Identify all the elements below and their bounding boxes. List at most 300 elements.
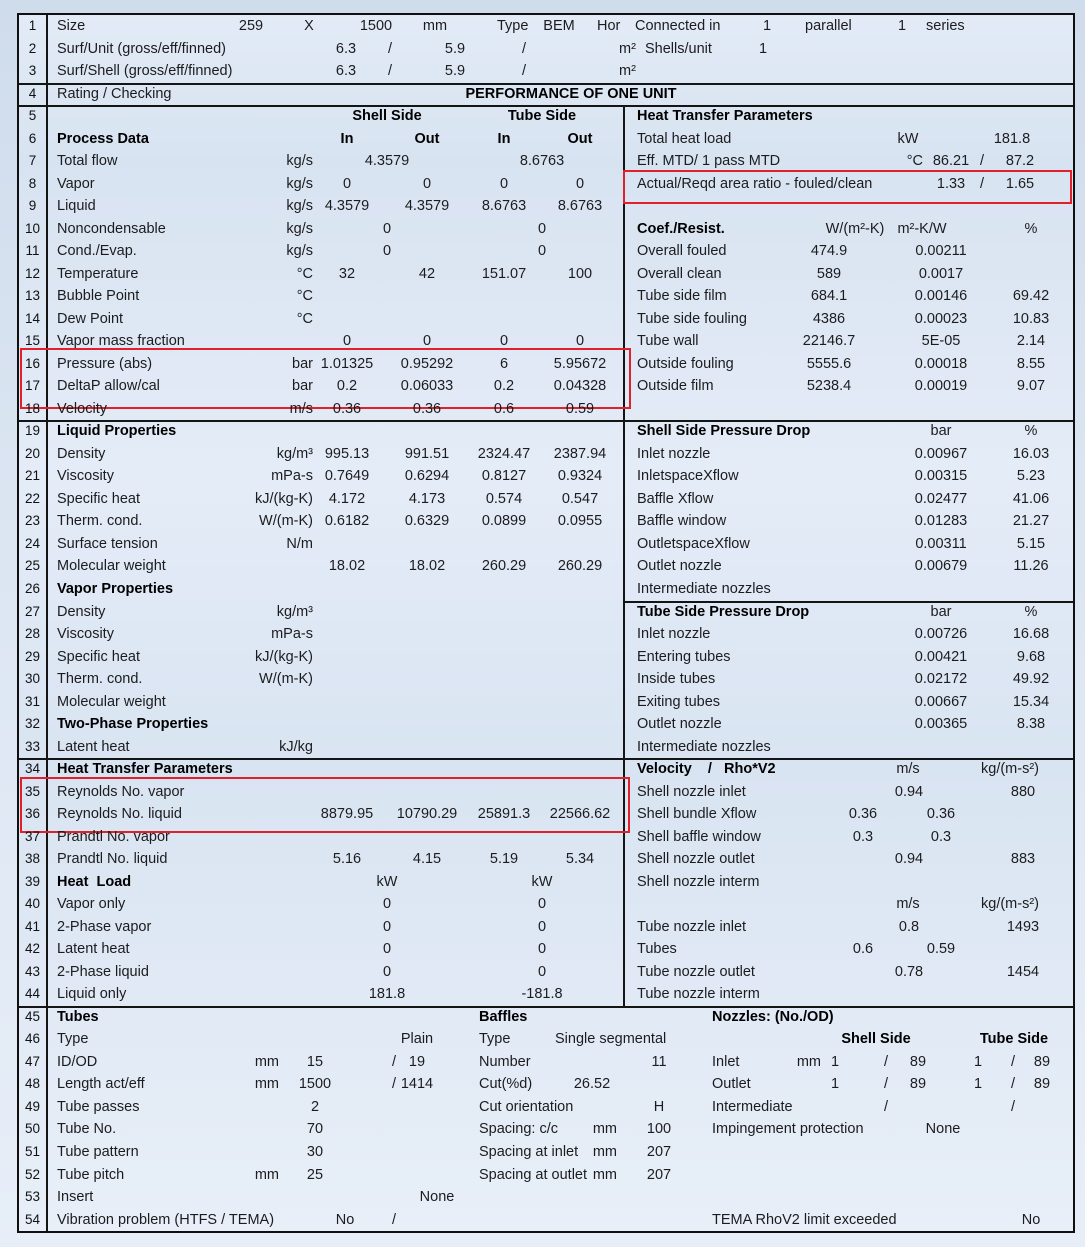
right-row-37-label: Shell baffle window: [637, 828, 761, 845]
left-row-21-c1: 0.7649: [324, 468, 370, 485]
nozzles-row-50-label: Impingement protection: [712, 1121, 864, 1138]
left-row-23-c4: 0.0955: [557, 513, 603, 530]
left-row-9-label: Liquid: [57, 198, 96, 215]
right-row-44-label: Tube nozzle interm: [637, 986, 760, 1003]
row-number-1: 1: [28, 18, 37, 33]
row-number-27: 27: [24, 603, 41, 619]
right-row-25-r3: 11.26: [1013, 558, 1049, 575]
right-row-42-r2: 0.59: [926, 941, 956, 958]
left-row-37-label: Prandtl No. vapor: [57, 828, 170, 845]
left-row-8-c1: 0: [342, 175, 352, 192]
left-row-44-s12: 181.8: [368, 986, 406, 1003]
right-row-27-r2: bar: [930, 603, 952, 620]
tubes-row-54-sl: /: [391, 1211, 397, 1228]
right-row-39-label: Shell nozzle interm: [637, 873, 760, 890]
left-row-40-label: Vapor only: [57, 896, 126, 913]
right-row-35-rv: 880: [1010, 783, 1036, 800]
baffles-row-46-label: Type: [479, 1031, 511, 1048]
right-row-20-r2: 0.00967: [914, 445, 968, 462]
baffles-row-52-label: Spacing at outlet: [479, 1166, 588, 1183]
top-row-2-shv: 1: [758, 40, 768, 57]
left-row-15-c1: 0: [342, 333, 352, 350]
left-row-36-c2: 10790.29: [396, 806, 458, 823]
left-row-41-s12: 0: [382, 918, 392, 935]
right-row-28-r2: 0.00726: [914, 626, 968, 643]
left-row-39-s34: kW: [531, 873, 553, 890]
right-row-5-label: Heat Transfer Parameters: [637, 108, 813, 125]
top-row-1-sx: X: [304, 18, 314, 34]
left-row-18-unit: m/s: [289, 400, 313, 417]
baffles-row-47-b1: 11: [651, 1053, 667, 1070]
right-row-34-msu: m/s: [896, 761, 920, 778]
row-number-47: 47: [24, 1053, 41, 1069]
right-row-38-rm: 0.94: [894, 851, 924, 868]
row-number-29: 29: [24, 648, 41, 664]
right-row-24-r3: 5.15: [1016, 535, 1046, 552]
left-row-22-unit: kJ/(kg-K): [255, 490, 313, 507]
left-row-10-unit: kg/s: [286, 220, 313, 237]
right-row-32-r3: 8.38: [1016, 716, 1046, 733]
right-row-30-r2: 0.02172: [914, 671, 968, 688]
row-number-39: 39: [24, 873, 41, 889]
left-row-11-unit: kg/s: [286, 243, 313, 260]
left-row-21-label: Viscosity: [57, 468, 114, 485]
right-row-30-r3: 49.92: [1012, 671, 1050, 688]
right-row-24-r2: 0.00311: [915, 535, 967, 552]
tubes-row-52-unit: mm: [254, 1166, 279, 1183]
right-row-10-r3: %: [1024, 220, 1038, 237]
baffles-row-52-b1: 207: [646, 1166, 672, 1183]
left-row-41-s34: 0: [537, 918, 547, 935]
row-number-52: 52: [24, 1166, 41, 1182]
right-row-19-r3: %: [1024, 423, 1038, 440]
right-row-27-r3: %: [1024, 603, 1038, 620]
nozzles-row-54-label: TEMA RhoV2 limit exceeded: [712, 1211, 897, 1228]
row-number-37: 37: [24, 828, 41, 844]
right-row-14-r3: 10.83: [1012, 310, 1050, 327]
left-row-18-c3: 0.6: [493, 400, 515, 417]
left-row-8-c3: 0: [499, 175, 509, 192]
left-row-36-c1: 8879.95: [320, 806, 374, 823]
right-row-17-label: Outside film: [637, 378, 714, 395]
right-row-33-label: Intermediate nozzles: [637, 738, 771, 755]
tubes-row-52-t1: 25: [306, 1166, 324, 1183]
baffles-row-46-val: Single segmental: [555, 1031, 667, 1048]
baffles-row-50-b1: 100: [646, 1121, 672, 1138]
left-row-12-c2: 42: [418, 265, 436, 282]
left-row-31-label: Molecular weight: [57, 693, 166, 710]
left-row-9-c4: 8.6763: [557, 198, 603, 215]
top-row-3-label: Surf/Shell (gross/eff/finned): [57, 63, 233, 80]
left-row-30-label: Therm. cond.: [57, 671, 143, 688]
right-row-11-r2: 0.00211: [915, 243, 967, 260]
baffles-row-50-label: Spacing: c/c: [479, 1121, 558, 1138]
left-row-42-s34: 0: [537, 941, 547, 958]
left-row-6-c3: In: [497, 130, 511, 147]
left-row-17-c2: 0.06033: [400, 378, 454, 395]
left-row-44-label: Liquid only: [57, 986, 127, 1003]
left-row-7-s34: 8.6763: [519, 153, 565, 170]
left-row-14-label: Dew Point: [57, 310, 124, 327]
baffles-row-52-unit: mm: [592, 1166, 617, 1183]
row-number-divider: [46, 15, 48, 1231]
row-number-42: 42: [24, 941, 41, 957]
right-row-13-label: Tube side film: [637, 288, 727, 305]
left-row-20-c1: 995.13: [324, 445, 370, 462]
right-row-15-r2: 5E-05: [921, 333, 961, 350]
left-row-9-c1: 4.3579: [324, 198, 370, 215]
right-row-7-r2b: 86.21: [932, 153, 970, 170]
left-row-18-label: Velocity: [57, 400, 107, 417]
right-row-43-label: Tube nozzle outlet: [637, 963, 755, 980]
nozzles-row-45-label: Nozzles: (No./OD): [712, 1008, 834, 1025]
row-number-40: 40: [24, 896, 41, 912]
right-row-16-label: Outside fouling: [637, 355, 734, 372]
left-row-5-s12: Shell Side: [352, 108, 422, 125]
left-row-35-label: Reynolds No. vapor: [57, 783, 185, 800]
right-row-8-r2b: 1.33: [936, 175, 966, 192]
right-row-7-r4: 87.2: [1005, 153, 1035, 170]
right-row-36-r2: 0.36: [926, 806, 956, 823]
right-row-22-r3: 41.06: [1012, 490, 1050, 507]
right-row-41-rv: 1493: [1006, 918, 1040, 935]
left-row-23-label: Therm. cond.: [57, 513, 143, 530]
row-number-26: 26: [24, 581, 41, 596]
tubes-row-48-t2: 1414: [400, 1076, 434, 1093]
left-row-9-c2: 4.3579: [404, 198, 450, 215]
row-number-30: 30: [24, 671, 41, 687]
right-row-10-h1: W/(m²-K): [825, 220, 885, 237]
left-row-20-c4: 2387.94: [553, 445, 607, 462]
row-number-8: 8: [28, 175, 37, 191]
right-row-43-rm: 0.78: [894, 963, 924, 980]
tubes-row-47-t2: 19: [408, 1053, 426, 1070]
left-row-17-c1: 0.2: [336, 378, 358, 395]
right-row-19-r2: bar: [930, 423, 952, 440]
row-number-21: 21: [24, 468, 41, 484]
tubes-row-54-label: Vibration problem (HTFS / TEMA): [57, 1211, 275, 1228]
tubes-row-46-t2: Plain: [400, 1031, 434, 1048]
row-number-19: 19: [24, 423, 41, 439]
left-row-40-s34: 0: [537, 896, 547, 913]
left-row-18-c1: 0.36: [332, 400, 362, 417]
left-row-24-unit: N/m: [286, 535, 313, 552]
left-row-44-s34: -181.8: [521, 986, 563, 1003]
right-row-10-h2: m²-K/W: [897, 220, 947, 237]
left-row-33-label: Latent heat: [57, 738, 130, 755]
top-row-2-u: m²: [619, 40, 636, 57]
left-row-7-unit: kg/s: [286, 153, 313, 170]
right-row-22-r2: 0.02477: [914, 490, 968, 507]
left-row-43-label: 2-Phase liquid: [57, 963, 149, 980]
left-row-36-c3: 25891.3: [477, 806, 531, 823]
tubes-row-45-label: Tubes: [57, 1008, 99, 1025]
right-row-15-cf1: 22146.7: [802, 333, 856, 350]
right-row-32-r2: 0.00365: [914, 716, 968, 733]
row-number-33: 33: [24, 738, 41, 754]
right-row-26-label: Intermediate nozzles: [637, 581, 771, 597]
top-row-2-sl1: /: [387, 40, 393, 57]
row-number-35: 35: [24, 783, 41, 799]
nozzles-row-47-s1: /: [883, 1053, 889, 1070]
right-row-16-r3: 8.55: [1016, 355, 1046, 372]
right-row-35-rm: 0.94: [894, 783, 924, 800]
left-row-10-s12: 0: [382, 220, 392, 237]
tubes-row-47-unit: mm: [254, 1053, 279, 1070]
left-row-27-label: Density: [57, 603, 106, 620]
right-row-7-ru: °C: [906, 153, 923, 170]
left-row-15-c2: 0: [422, 333, 432, 350]
right-row-42-label: Tubes: [637, 941, 677, 958]
left-row-29-unit: kJ/(kg-K): [255, 648, 313, 665]
right-row-8-r4: 1.65: [1005, 175, 1035, 192]
nozzles-row-48-s1: /: [883, 1076, 889, 1093]
row-number-12: 12: [24, 265, 41, 281]
right-row-40-msu: m/s: [896, 896, 920, 913]
row-number-38: 38: [24, 851, 41, 867]
left-row-6-label: Process Data: [57, 130, 149, 147]
right-row-14-cf1: 4386: [812, 310, 846, 327]
top-row-2-b: 5.9: [444, 40, 466, 57]
right-row-13-r2: 0.00146: [914, 288, 968, 305]
left-row-24-label: Surface tension: [57, 535, 158, 552]
right-row-7-rs: /: [979, 153, 985, 170]
top-row-2-a: 6.3: [335, 40, 357, 57]
right-row-20-label: Inlet nozzle: [637, 445, 711, 462]
left-row-43-s34: 0: [537, 963, 547, 980]
right-row-16-cf1: 5555.6: [806, 355, 852, 372]
left-row-26-label: Vapor Properties: [57, 581, 174, 597]
left-row-12-label: Temperature: [57, 265, 139, 282]
tubes-row-53-label: Insert: [57, 1189, 94, 1206]
left-row-33-unit: kJ/kg: [279, 738, 313, 755]
baffles-row-51-b1: 207: [646, 1144, 672, 1160]
row-number-6: 6: [28, 130, 37, 146]
nozzles-row-49-s2: /: [1010, 1098, 1016, 1115]
right-row-16-r2: 0.00018: [914, 355, 968, 372]
right-row-24-label: OutletspaceXflow: [637, 535, 750, 552]
left-row-23-unit: W/(m-K): [259, 513, 313, 530]
row-number-31: 31: [24, 693, 41, 709]
top-row-4-label: Rating / Checking: [57, 85, 172, 102]
right-row-34-rvu: kg/(m-s²): [981, 761, 1039, 778]
baffles-row-48-cut: 26.52: [573, 1076, 611, 1093]
right-row-29-r3: 9.68: [1016, 648, 1046, 665]
right-row-8-label: Actual/Reqd area ratio - fouled/clean: [637, 175, 873, 192]
left-row-32-label: Two-Phase Properties: [57, 716, 209, 733]
right-row-6-label: Total heat load: [637, 130, 732, 147]
left-row-22-c4: 0.547: [561, 490, 599, 507]
right-row-6-kwu: kW: [897, 130, 919, 147]
row-number-3: 3: [28, 63, 37, 79]
top-row-1-smm: mm: [422, 18, 448, 34]
tubes-row-53-ins: None: [419, 1189, 455, 1206]
right-row-12-r2: 0.0017: [918, 265, 964, 282]
nozzles-row-54-tema: No: [1021, 1211, 1041, 1228]
left-row-6-c2: Out: [414, 130, 440, 147]
left-row-6-c1: In: [340, 130, 354, 147]
nozzles-row-46-tshdr: Tube Side: [979, 1031, 1049, 1048]
right-row-36-r1: 0.36: [848, 806, 878, 823]
left-row-18-c2: 0.36: [412, 400, 442, 417]
row-number-45: 45: [24, 1008, 41, 1024]
right-row-14-r2: 0.00023: [914, 310, 968, 327]
left-row-40-s12: 0: [382, 896, 392, 913]
row-number-48: 48: [24, 1076, 41, 1092]
nozzles-row-48-n3: 1: [973, 1076, 983, 1093]
row-number-13: 13: [24, 288, 41, 304]
left-row-16-c1: 1.01325: [320, 355, 374, 372]
top-row-3-u: m²: [619, 63, 636, 80]
baffles-row-45-label: Baffles: [479, 1008, 528, 1025]
baffles-row-48-label: Cut(%d): [479, 1076, 533, 1093]
left-row-22-c2: 4.173: [408, 490, 446, 507]
datasheet-table: [17, 13, 1075, 1233]
right-row-41-rm: 0.8: [898, 918, 920, 935]
row-number-43: 43: [24, 963, 41, 979]
nozzles-row-48-n2: 89: [909, 1076, 927, 1093]
baffles-row-49-b1: H: [653, 1098, 665, 1115]
right-row-38-rv: 883: [1010, 851, 1036, 868]
left-row-25-c3: 260.29: [481, 558, 527, 575]
left-row-16-c3: 6: [499, 355, 509, 372]
left-row-10-label: Noncondensable: [57, 220, 166, 237]
right-row-27-label: Tube Side Pressure Drop: [637, 603, 810, 620]
row-number-32: 32: [24, 716, 41, 732]
tubes-row-47-label: ID/OD: [57, 1053, 98, 1070]
left-row-22-label: Specific heat: [57, 490, 141, 507]
tubes-row-48-t1: 1500: [298, 1076, 332, 1093]
right-row-38-label: Shell nozzle outlet: [637, 851, 755, 868]
row-number-36: 36: [24, 806, 41, 822]
row-number-20: 20: [24, 445, 41, 461]
top-row-4-perf: PERFORMANCE OF ONE UNIT: [465, 85, 677, 102]
nozzles-row-49-label: Intermediate: [712, 1098, 793, 1115]
top-row-1-tl: Type: [497, 18, 529, 34]
right-row-43-rv: 1454: [1006, 963, 1040, 980]
top-row-1-cl: Connected in: [635, 18, 721, 34]
row-number-10: 10: [24, 220, 41, 236]
top-row-3-sl1: /: [387, 63, 393, 80]
left-row-19-label: Liquid Properties: [57, 423, 177, 440]
left-row-12-c1: 32: [338, 265, 356, 282]
row-number-46: 46: [24, 1031, 41, 1047]
right-row-23-label: Baffle window: [637, 513, 727, 530]
left-row-34-label: Heat Transfer Parameters: [57, 761, 233, 778]
left-row-9-unit: kg/s: [286, 198, 313, 215]
right-row-23-r2: 0.01283: [914, 513, 968, 530]
row-number-11: 11: [25, 243, 40, 259]
row-number-34: 34: [24, 761, 41, 777]
top-row-1-sv1: 259: [238, 18, 264, 34]
left-row-13-unit: °C: [296, 288, 313, 305]
tubes-row-50-label: Tube No.: [57, 1121, 117, 1138]
left-row-20-label: Density: [57, 445, 106, 462]
row-number-14: 14: [24, 310, 41, 326]
tubes-row-49-t1: 2: [310, 1098, 320, 1115]
top-row-3-a: 6.3: [335, 63, 357, 80]
left-row-6-c4: Out: [567, 130, 593, 147]
right-row-25-label: Outlet nozzle: [637, 558, 722, 575]
top-row-1-cs: series: [926, 18, 965, 34]
left-row-20-c2: 991.51: [404, 445, 450, 462]
right-row-21-label: InletspaceXflow: [637, 468, 739, 485]
top-row-2-shl: Shells/unit: [645, 40, 712, 57]
tubes-row-47-t1: 15: [306, 1053, 324, 1070]
left-row-29-label: Specific heat: [57, 648, 141, 665]
left-row-12-c4: 100: [567, 265, 593, 282]
left-row-16-label: Pressure (abs): [57, 355, 153, 372]
left-row-16-c4: 5.95672: [553, 355, 607, 372]
right-row-21-r3: 5.23: [1016, 468, 1046, 485]
right-row-41-label: Tube nozzle inlet: [637, 918, 747, 935]
nozzles-row-47-n1: 1: [830, 1053, 840, 1070]
left-row-7-s12: 4.3579: [364, 153, 410, 170]
right-row-17-cf1: 5238.4: [806, 378, 852, 395]
row-number-51: 51: [24, 1144, 41, 1159]
row-number-22: 22: [24, 490, 41, 506]
tubes-row-46-label: Type: [57, 1031, 89, 1048]
right-row-28-label: Inlet nozzle: [637, 626, 711, 643]
top-row-3-b: 5.9: [444, 63, 466, 80]
top-row-2-label: Surf/Unit (gross/eff/finned): [57, 40, 226, 57]
left-row-38-c3: 5.19: [489, 851, 519, 868]
top-row-3-sl2: /: [521, 63, 527, 80]
nozzles-row-47-unit: mm: [796, 1053, 821, 1070]
top-row-1-label: Size: [57, 18, 86, 34]
right-row-37-r1: 0.3: [852, 828, 874, 845]
right-row-17-r2: 0.00019: [914, 378, 968, 395]
right-row-13-cf1: 684.1: [810, 288, 848, 305]
right-row-17-r3: 9.07: [1016, 378, 1046, 395]
left-row-17-c4: 0.04328: [553, 378, 607, 395]
left-row-12-unit: °C: [296, 265, 313, 282]
nozzles-row-48-n1: 1: [830, 1076, 840, 1093]
top-row-1-tv: BEM: [543, 18, 575, 34]
tubes-row-50-t1: 70: [306, 1121, 324, 1138]
right-row-29-label: Entering tubes: [637, 648, 731, 665]
left-row-23-c1: 0.6182: [324, 513, 370, 530]
nozzles-row-47-n4: 89: [1033, 1053, 1051, 1070]
left-row-38-c4: 5.34: [565, 851, 595, 868]
tubes-row-48-sl: /: [391, 1076, 397, 1093]
left-row-21-c2: 0.6294: [404, 468, 450, 485]
row-number-53: 53: [24, 1189, 41, 1205]
left-row-23-c3: 0.0899: [481, 513, 527, 530]
left-row-9-c3: 8.6763: [481, 198, 527, 215]
row-number-24: 24: [24, 535, 41, 551]
left-row-8-unit: kg/s: [286, 175, 313, 192]
right-row-42-r1: 0.6: [852, 941, 874, 958]
left-row-21-c4: 0.9324: [557, 468, 603, 485]
left-row-10-s34: 0: [537, 220, 547, 237]
baffles-row-51-unit: mm: [592, 1144, 617, 1160]
left-row-25-c4: 260.29: [557, 558, 603, 575]
left-row-42-s12: 0: [382, 941, 392, 958]
nozzles-row-48-n4: 89: [1033, 1076, 1051, 1093]
left-row-38-label: Prandtl No. liquid: [57, 851, 168, 868]
left-row-42-label: Latent heat: [57, 941, 130, 958]
right-row-20-r3: 16.03: [1012, 445, 1050, 462]
tubes-row-54-no1: No: [335, 1211, 355, 1228]
left-row-30-unit: W/(m-K): [259, 671, 313, 688]
left-row-21-c3: 0.8127: [481, 468, 527, 485]
left-row-11-label: Cond./Evap.: [57, 243, 137, 260]
row-number-9: 9: [28, 198, 37, 214]
right-row-36-label: Shell bundle Xflow: [637, 806, 757, 823]
top-row-1-cp: parallel: [805, 18, 852, 34]
nozzles-row-48-label: Outlet: [712, 1076, 751, 1093]
